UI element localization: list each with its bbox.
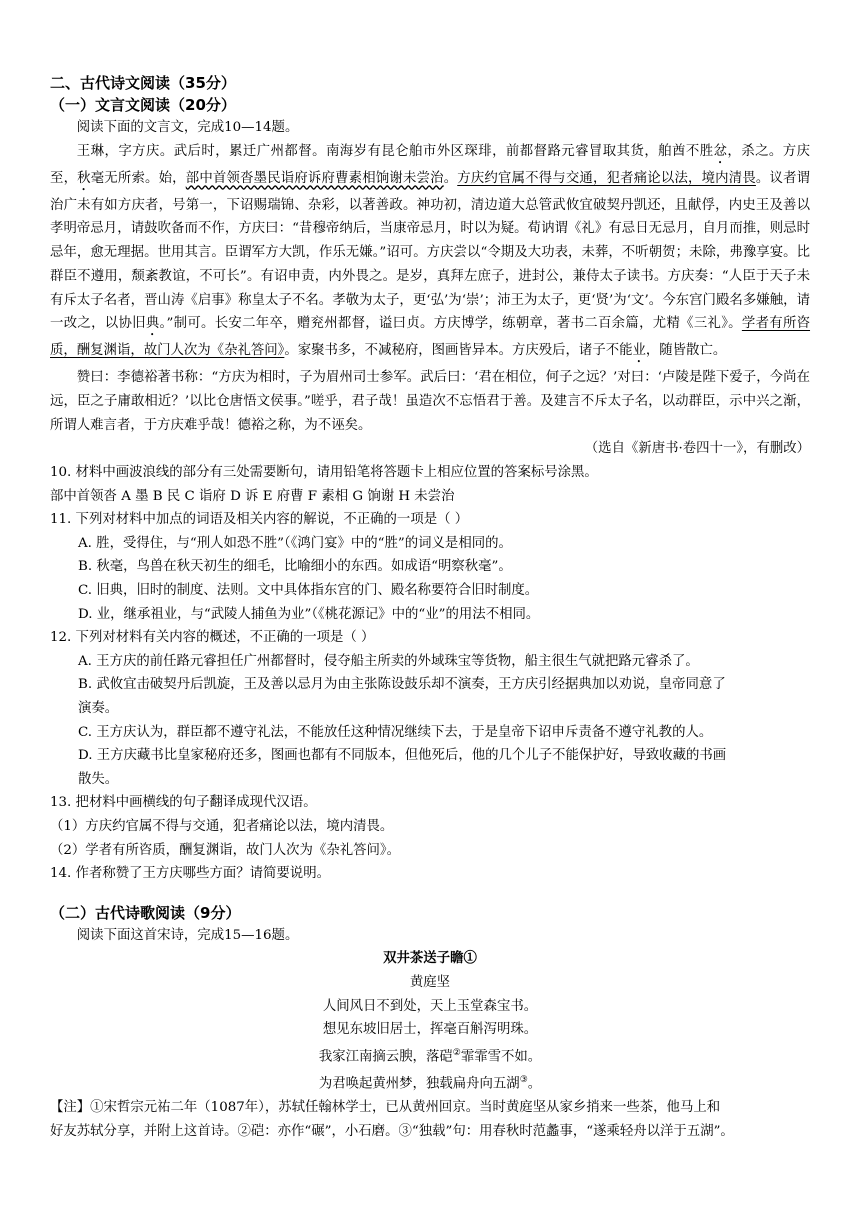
poem-line-4-text-end: 。 xyxy=(527,1076,542,1092)
question-10: 10. 材料中画波浪线的部分有三处需要断句，请用铅笔将答题卡上相应位置的答案标号涂黑。 xyxy=(50,465,598,481)
question-11-option-d: D. 业，继承祖业，与“武陵人捕鱼为业”（《桃花源记》中的“业”的用法不相同。 xyxy=(78,606,540,622)
question-12-option-a: A. 王方庆的前任路元睿担任广州都督时，侵夺船主所卖的外域珠宝等货物，船主很生气就把路元睿杀了。 xyxy=(78,653,699,669)
text-segment: 。议者谓治广未有如方庆者，号第一，下诏赐瑞锦、杂彩，以著善政。神功初，清边道大总管武攸宜破契丹凯还，且献俘，内史王及善以孝明帝忌月，请鼓吹备而不作，方庆曰：“昔穆帝纳后，当康帝忌月，时以为疑。荀讷谓《礼》有忌日无忌月，自月而推，则忌时忌年，愈无理据。世用其言。臣谓军方大凯，作乐无嫌。”诏可。方庆尝以“令期及大功表，未葬，不听朝贺；未除，弗豫享宴。比群臣不遵用，颓紊教谊，不可长”。有诏申责，内外畏之。是岁，真拜左庶子，进封公，兼侍太子读书。方庆奏：“人臣于天子未有斥太子名者，晋山涛《启事》称皇太子不名。孝敬为太子，更‘弘’为‘崇’；沛王为太子，更‘贤’为‘文’。今东宫门殿名多嫌触，请一改之，以协旧 xyxy=(50,170,811,332)
question-13-sentence-1: （1）方庆约官属不得与交通，犯者痛论以法，境内清畏。 xyxy=(50,818,394,834)
text-segment: ，随皆散亡。 xyxy=(645,343,727,359)
section-title: 二、古代诗文阅读（35分） xyxy=(50,74,236,92)
poem-line-3 xyxy=(50,1042,810,1069)
poem-author: 黄庭坚 xyxy=(409,975,451,991)
poem-line-4 xyxy=(50,1069,810,1096)
text-segment: 。”制可。长安二年卒，赠兖州都督，谥曰贞。方庆博学，练朝章，著书二百余篇，尤精《三礼》。 xyxy=(159,316,742,332)
wavy-underlined-sentence: 部中首领沓墨民诣府诉府曹素相饷谢未尝治 xyxy=(185,170,444,186)
question-12-option-d-cont: 散失。 xyxy=(78,771,119,787)
question-11-option-b: B. 秋毫，鸟兽在秋天初生的细毛，比喻细小的东西。如成语“明察秋毫”。 xyxy=(78,559,512,575)
poem-note-line-2: 好友苏轼分享，并附上这首诗。②硙：亦作“碾”，小石磨。③“独载”句：用春秋时范蠡事，“遂乘轻舟以洋于五湖”。 xyxy=(50,1123,734,1139)
question-11: 11. 下列对材料中加点的词语及相关内容的解说，不正确的一项是（ ） xyxy=(50,512,469,528)
poem-note-line-1: 【注】①宋哲宗元祐二年（1087年），苏轼任翰林学士，已从黄州回京。当时黄庭坚从家乡捎来一些茶，他马上和 xyxy=(50,1099,721,1115)
question-10-answer-line: 部中首领沓 A 墨 B 民 C 诣府 D 诉 E 府曹 F 素相 G 饷谢 H 未尝治 xyxy=(50,488,455,504)
poem-line-4-text: 为君唤起黄州梦，独载扁舟向五湖 xyxy=(318,1076,520,1092)
poem-line-1: 人间风日不到处，天上玉堂森宝书。 xyxy=(322,998,538,1014)
text-segment: ，杀之。方庆至， xyxy=(50,143,811,186)
part2-title: （二）古代诗歌阅读（9分） xyxy=(50,903,241,922)
dotted-word-3: 典 xyxy=(145,316,160,332)
classical-text-paragraph-1 xyxy=(50,140,810,367)
part2-intro: 阅读下面这首宋诗，完成15—16题。 xyxy=(76,927,299,943)
underlined-sentence-2: 学者有所咨质，酬复渊诣，故门人次为《杂礼答问》 xyxy=(50,316,811,359)
question-12-option-d: D. 王方庆藏书比皇家秘府还多，图画也都有不同版本，但他死后，他的几个儿子不能保护好，导致收藏的书画 xyxy=(78,748,727,764)
poem-line-3-text-end: 霏霏雪不如。 xyxy=(460,1049,542,1065)
poem-title: 双井茶送子瞻① xyxy=(383,950,477,967)
question-12: 12. 下列对材料有关内容的概述，不正确的一项是（ ） xyxy=(50,630,375,646)
text-segment: 。 xyxy=(443,170,458,186)
text-segment: 王琳，字方庆。武后时，累迁广州都督。南海岁有昆仑舶市外区琛琲，前都督路元睿冒取其货，舶酋不胜 xyxy=(76,143,714,159)
question-13-sentence-2: （2）学者有所咨质，酬复渊诣，故门人次为《杂礼答问》。 xyxy=(50,842,400,858)
source-citation: （选自《新唐书·卷四十一》，有删改） xyxy=(584,441,810,457)
text-segment: 毫无所索。始， xyxy=(90,170,186,186)
poem-line-2: 想见东坡旧居士，挥毫百斛泻明珠。 xyxy=(322,1022,538,1038)
question-11-option-a: A. 胜，受得住，与“刑人如恐不胜”（《鸿门宴》中的“胜”的词义是相同的。 xyxy=(78,535,512,551)
part1-intro: 阅读下面的文言文，完成10—14题。 xyxy=(76,120,299,135)
note-marker-3: ③ xyxy=(519,1074,528,1085)
question-12-option-b: B. 武攸宜击破契丹后凯旋，王及善以忌月为由主张陈设鼓乐却不演奏，王方庆引经据典加以劝说，皇帝同意了 xyxy=(78,677,726,693)
part1-title: （一）文言文阅读（20分） xyxy=(50,96,236,114)
exam-page xyxy=(50,72,810,1143)
question-11-option-c: C. 旧典，旧时的制度、法则。文中具体指东宫的门、殿名称要符合旧时制度。 xyxy=(78,583,539,598)
dotted-word-4: 业 xyxy=(632,343,646,359)
classical-text-paragraph-2: 赞曰：李德裕著书称：“方庆为相时，子为眉州司士参军。武后曰：‘君在相位，何子之远？’对曰：‘卢陵是陛下爱子，今尚在远，臣之子庸敢相近？’以比仓唐悟文侯事。”嗟乎，君子哉！虽造次不忘悟君于善。及建言不斥太子名，以动群臣，示中兴之渐，所谓人难言者，于方庆难乎哉！德裕之称，为不诬矣。 xyxy=(50,370,810,433)
text-segment: 。家聚书多，不减秘府，图画皆异本。方庆殁后，诸子不能 xyxy=(284,343,633,359)
dotted-word-2: 秋 xyxy=(77,170,91,186)
question-12-option-b-cont: 演奏。 xyxy=(78,700,119,716)
question-12-option-c: C. 王方庆认为，群臣都不遵守礼法，不能放任这种情况继续下去，于是皇帝下诏申斥责备不遵守礼教的人。 xyxy=(78,724,713,740)
underlined-sentence-1: 方庆约官属不得与交通，犯者痛论以法，境内清畏 xyxy=(457,170,756,186)
question-14: 14. 作者称赞了王方庆哪些方面？请简要说明。 xyxy=(50,866,330,882)
dotted-word-1: 忿 xyxy=(713,143,728,159)
poem-line-3-text: 我家江南摘云腴，落硙 xyxy=(318,1049,453,1065)
note-marker-2: ② xyxy=(452,1047,461,1058)
question-13: 13. 把材料中画横线的句子翻译成现代汉语。 xyxy=(50,795,317,811)
